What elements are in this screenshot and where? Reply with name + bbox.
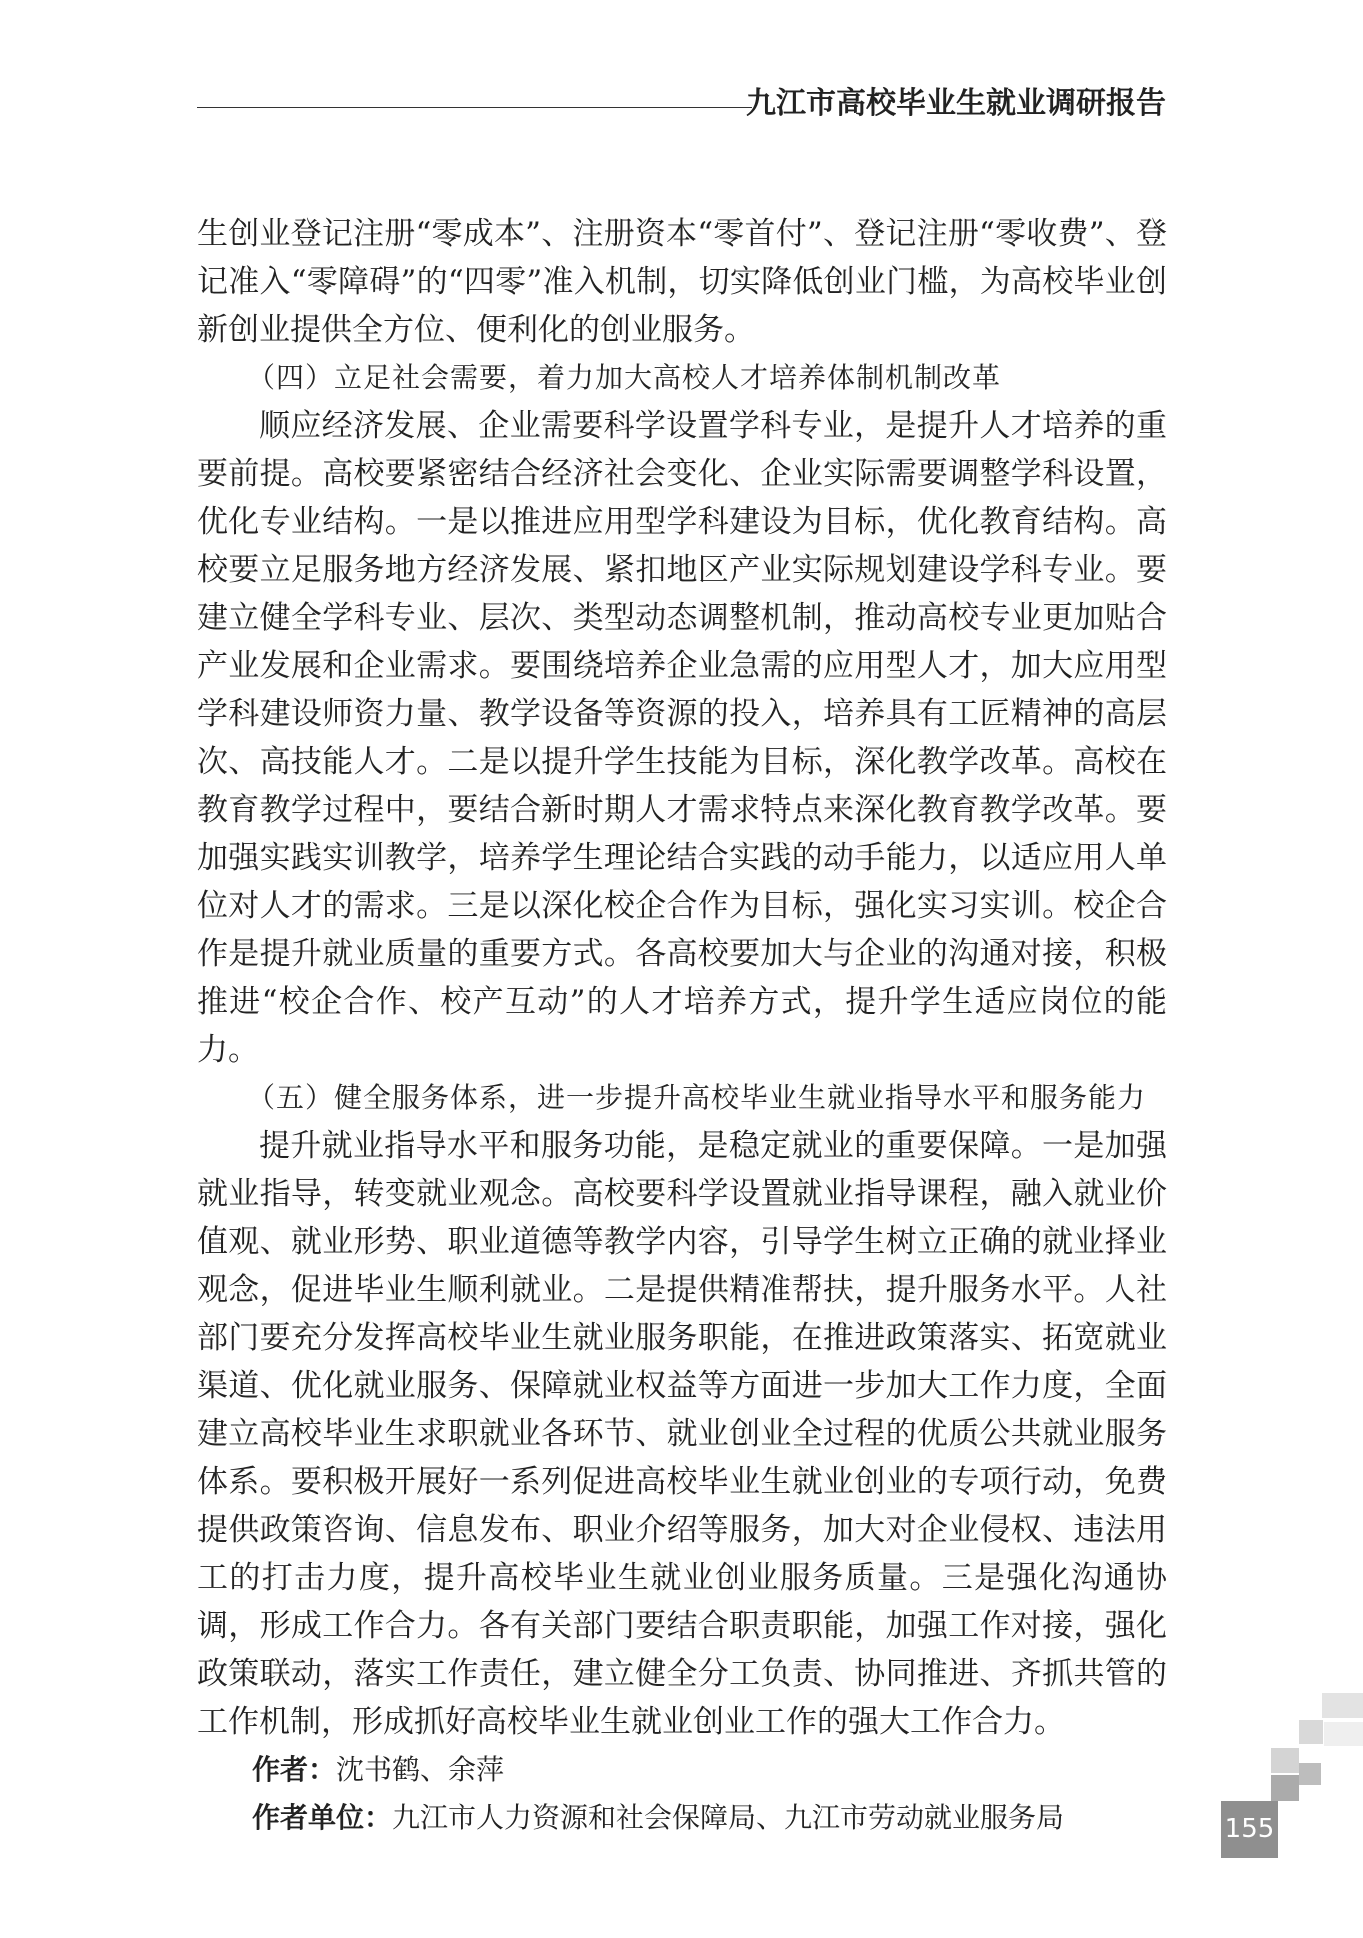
decorative-square bbox=[1299, 1763, 1321, 1785]
author-unit-label: 作者单位： bbox=[252, 1801, 393, 1834]
author-line bbox=[197, 1746, 1167, 1794]
section-heading-4: （四）立足社会需要，着力加大高校人才培养体制机制改革 bbox=[247, 361, 1002, 394]
page-body bbox=[197, 210, 1167, 1842]
running-header-title: 九江市高校毕业生就业调研报告 bbox=[746, 86, 1166, 121]
section-heading-5: （五）健全服务体系，进一步提升高校毕业生就业指导水平和服务能力 bbox=[247, 1081, 1147, 1114]
decorative-square bbox=[1271, 1775, 1299, 1801]
author-label: 作者： bbox=[252, 1753, 337, 1786]
paragraph-continued: 生创业登记注册“零成本”、注册资本“零首付”、登记注册“零收费”、登记准入“零障碍”的“四零”准入机制，切实降低创业门槛，为高校毕业创新创业提供全方位、便利化的创业服务。 bbox=[197, 216, 1167, 348]
decorative-square bbox=[1299, 1720, 1323, 1744]
author-names: 沈书鹤、余萍 bbox=[336, 1753, 505, 1786]
header-rule bbox=[197, 107, 752, 108]
author-unit: 九江市人力资源和社会保障局、九江市劳动就业服务局 bbox=[392, 1801, 1065, 1834]
decorative-square bbox=[1271, 1748, 1299, 1773]
paragraph-talent-training: 顺应经济发展、企业需要科学设置学科专业，是提升人才培养的重要前提。高校要紧密结合经济社会变化、企业实际需要调整学科设置，优化专业结构。一是以推进应用型学科建设为目标，优化教育结构。高校要立足服务地方经济发展、紧扣地区产业实际规划建设学科专业。要建立健全学科专业、层次、类型动态调整机制，推动高校专业更加贴合产业发展和企业需求。要围绕培养企业急需的应用型人才，加大应用型学科建设师资力量、教学设备等资源的投入，培养具有工匠精神的高层次、高技能人才。二是以提升学生技能为目标，深化教学改革。高校在教育教学过程中，要结合新时期人才需求特点来深化教育教学改革。要加强实践实训教学，培养学生理论结合实践的动手能力，以适应用人单位对人才的需求。三是以深化校企合作为目标，强化实习实训。校企合作是提升就业质量的重要方式。各高校要加大与企业的沟通对接，积极推进“校企合作、校产互动”的人才培养方式，提升学生适应岗位的能力。 bbox=[197, 408, 1167, 1068]
page-number: 155 bbox=[1221, 1801, 1278, 1858]
decorative-square bbox=[1324, 1722, 1363, 1746]
decorative-square bbox=[1322, 1693, 1363, 1718]
paragraph-employment-service: 提升就业指导水平和服务功能，是稳定就业的重要保障。一是加强就业指导，转变就业观念。高校要科学设置就业指导课程，融入就业价值观、就业形势、职业道德等教学内容，引导学生树立正确的就业择业观念，促进毕业生顺利就业。二是提供精准帮扶，提升服务水平。人社部门要充分发挥高校毕业生就业服务职能，在推进政策落实、拓宽就业渠道、优化就业服务、保障就业权益等方面进一步加大工作力度，全面建立高校毕业生求职就业各环节、就业创业全过程的优质公共就业服务体系。要积极开展好一系列促进高校毕业生就业创业的专项行动，免费提供政策咨询、信息发布、职业介绍等服务，加大对企业侵权、违法用工的打击力度，提升高校毕业生就业创业服务质量。三是强化沟通协调，形成工作合力。各有关部门要结合职责职能，加强工作对接，强化政策联动，落实工作责任，建立健全分工负责、协同推进、齐抓共管的工作机制，形成抓好高校毕业生就业创业工作的强大工作合力。 bbox=[197, 1128, 1167, 1740]
author-unit-line bbox=[197, 1794, 1167, 1842]
